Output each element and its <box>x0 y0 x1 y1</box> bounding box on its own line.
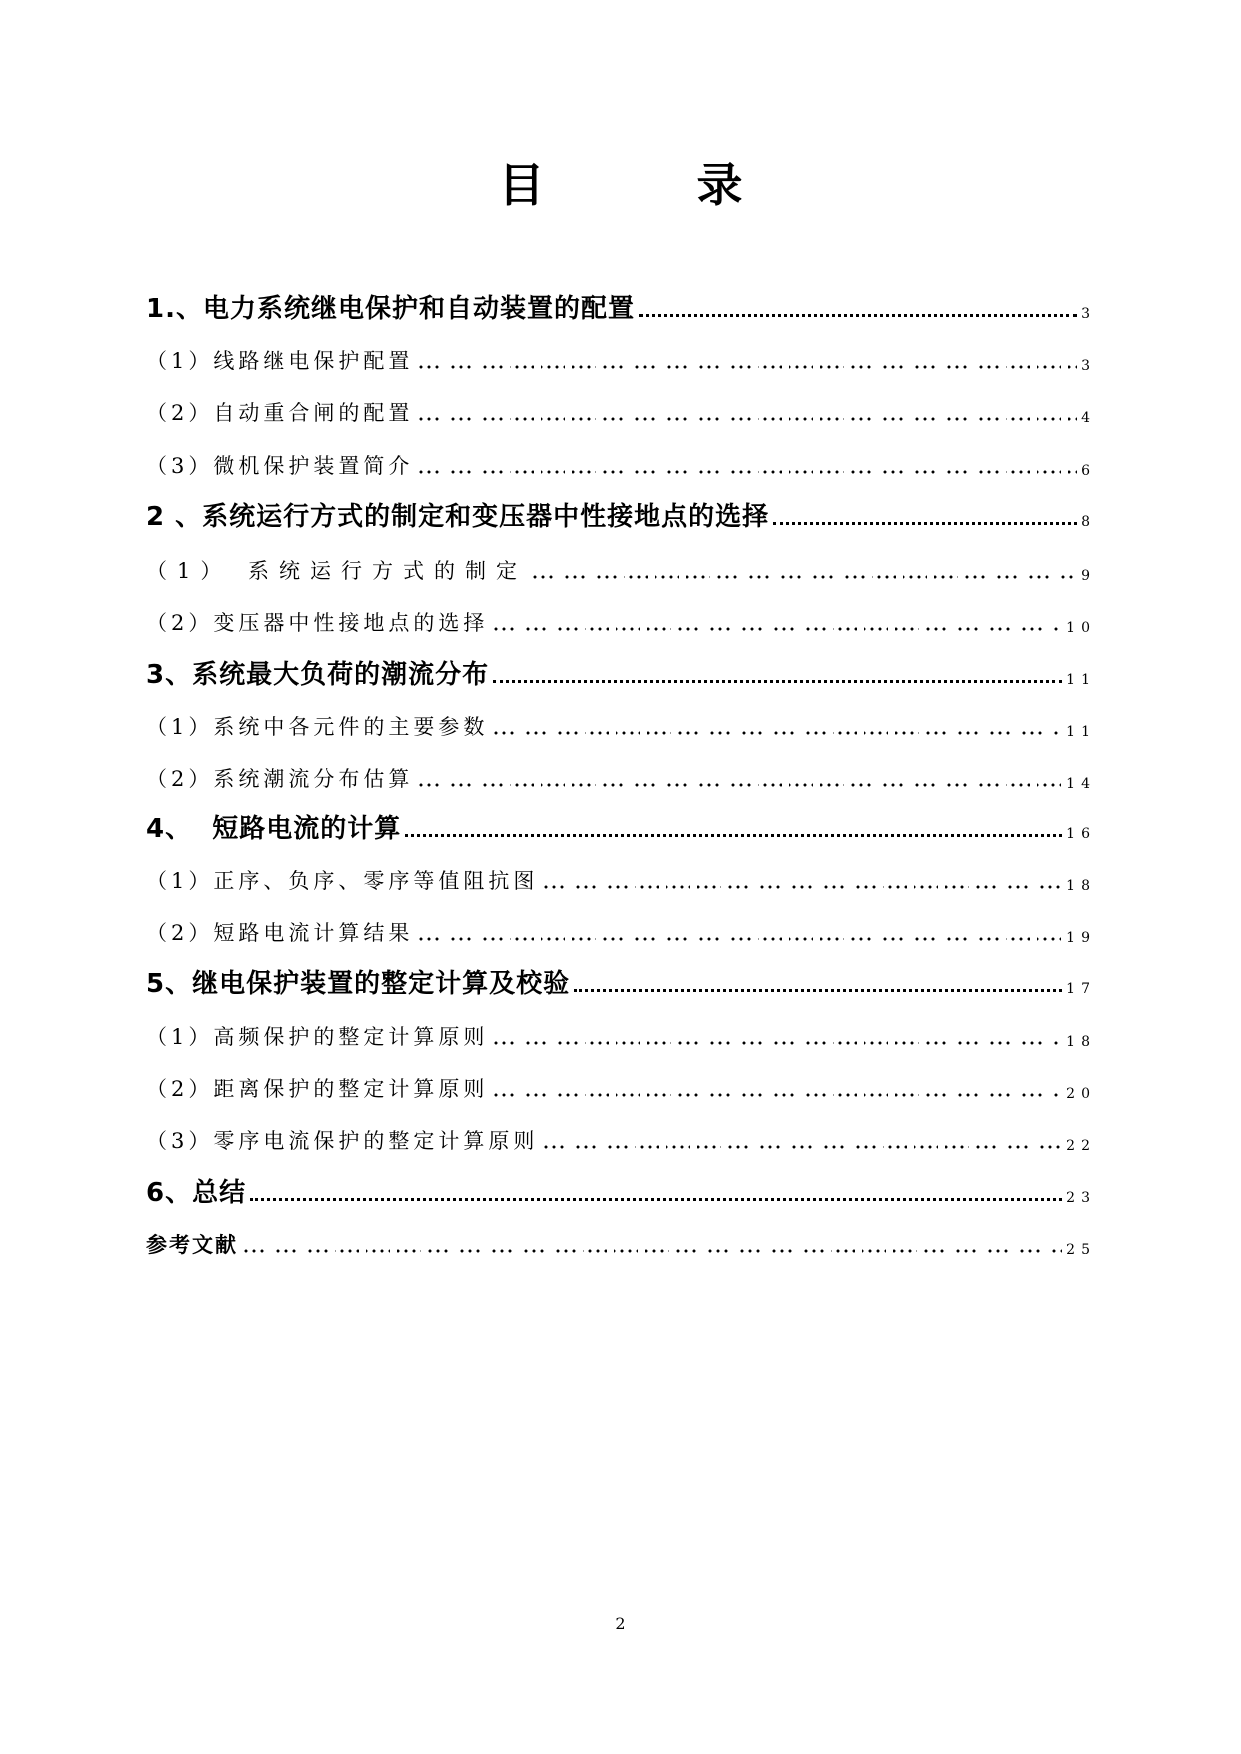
toc-entry-label: 3、系统最大负荷的潮流分布 <box>146 660 490 690</box>
dot-leader <box>531 575 1077 579</box>
toc-entry-2-1[interactable] <box>146 548 1096 588</box>
dot-leader <box>492 627 1062 631</box>
toc-entry-page: 8 <box>1081 514 1096 530</box>
toc-entry-page: 18 <box>1066 1034 1096 1050</box>
dot-leader <box>417 783 1062 787</box>
toc-entry-label: （1） 系统运行方式的制定 <box>146 559 528 583</box>
toc-entry-page: 14 <box>1066 776 1096 792</box>
toc-entry-6[interactable] <box>146 1170 1096 1210</box>
toc-entry-label: （2）变压器中性接地点的选择 <box>146 611 489 635</box>
toc-entry-page: 18 <box>1066 878 1096 894</box>
toc-entry-page: 19 <box>1066 930 1096 946</box>
toc-entry-label: 参考文献 <box>146 1233 238 1257</box>
toc-entry-label: （2）短路电流计算结果 <box>146 921 414 945</box>
toc-entry-page: 25 <box>1066 1242 1096 1258</box>
toc-entry-label: （1）线路继电保护配置 <box>146 349 414 373</box>
toc-entry-label: （2）距离保护的整定计算原则 <box>146 1077 489 1101</box>
toc-entry-4-2[interactable] <box>146 910 1096 950</box>
toc-entry-label: 2 、系统运行方式的制定和变压器中性接地点的选择 <box>146 502 770 532</box>
toc-entry-page: 22 <box>1066 1138 1096 1154</box>
toc-entry-label: 5、继电保护装置的整定计算及校验 <box>146 969 571 999</box>
dot-leader <box>493 676 1062 683</box>
dot-leader <box>492 1041 1062 1045</box>
toc-entry-3[interactable] <box>146 652 1096 692</box>
dot-leader <box>773 518 1077 525</box>
toc-entry-1-3[interactable] <box>146 443 1096 483</box>
toc-entry-page: 23 <box>1066 1190 1096 1206</box>
toc-entry-label: （3）零序电流保护的整定计算原则 <box>146 1129 539 1153</box>
toc-entry-4[interactable] <box>146 806 1096 846</box>
dot-leader <box>417 470 1077 474</box>
dot-leader <box>250 1194 1062 1201</box>
toc-entry-page: 3 <box>1081 358 1096 374</box>
toc-entry-label: 1.、电力系统继电保护和自动装置的配置 <box>146 294 635 324</box>
toc-entry-label: （2）系统潮流分布估算 <box>146 767 414 791</box>
toc-entry-page: 10 <box>1066 620 1096 636</box>
page-title: 目 录 <box>498 158 783 212</box>
toc-entry-page: 17 <box>1066 981 1096 997</box>
toc-entry-page: 9 <box>1081 568 1096 584</box>
toc-entry-1[interactable] <box>146 286 1096 326</box>
toc-entry-5[interactable] <box>146 961 1096 1001</box>
dot-leader <box>417 937 1062 941</box>
dot-leader <box>542 885 1062 889</box>
dot-leader <box>542 1145 1062 1149</box>
dot-leader <box>417 417 1077 421</box>
toc-entry-label: 6、总结 <box>146 1178 247 1208</box>
toc-entry-page: 6 <box>1081 463 1096 479</box>
toc-entry-2[interactable] <box>146 494 1096 534</box>
toc-entry-page: 11 <box>1066 724 1096 740</box>
toc-entry-label: 4、 短路电流的计算 <box>146 814 402 844</box>
toc-entry-label: （1）高频保护的整定计算原则 <box>146 1025 489 1049</box>
toc-entry-page: 11 <box>1066 672 1096 688</box>
toc-entry-page: 3 <box>1081 306 1096 322</box>
toc-entry-page: 4 <box>1081 410 1096 426</box>
toc-entry-references[interactable] <box>146 1222 1096 1262</box>
toc-entry-5-1[interactable] <box>146 1014 1096 1054</box>
dot-leader <box>639 310 1077 317</box>
dot-leader <box>242 1249 1062 1253</box>
toc-entry-label: （1）系统中各元件的主要参数 <box>146 715 489 739</box>
toc-entry-label: （2）自动重合闸的配置 <box>146 401 414 425</box>
dot-leader <box>492 731 1062 735</box>
footer-page-number: 2 <box>615 1614 626 1633</box>
toc-entry-1-1[interactable] <box>146 338 1096 378</box>
toc-entry-5-3[interactable] <box>146 1118 1096 1158</box>
toc-entry-5-2[interactable] <box>146 1066 1096 1106</box>
toc-entry-3-2[interactable] <box>146 756 1096 796</box>
toc-entry-2-2[interactable] <box>146 600 1096 640</box>
dot-leader <box>417 365 1077 369</box>
toc-entry-page: 16 <box>1066 826 1096 842</box>
dot-leader <box>574 985 1062 992</box>
toc-entry-label: （1）正序、负序、零序等值阻抗图 <box>146 869 539 893</box>
toc-entry-page: 20 <box>1066 1086 1096 1102</box>
toc-entry-label: （3）微机保护装置简介 <box>146 454 414 478</box>
dot-leader <box>492 1093 1062 1097</box>
toc-entry-3-1[interactable] <box>146 704 1096 744</box>
toc-entry-4-1[interactable] <box>146 858 1096 898</box>
toc-entry-1-2[interactable] <box>146 390 1096 430</box>
dot-leader <box>405 830 1062 837</box>
